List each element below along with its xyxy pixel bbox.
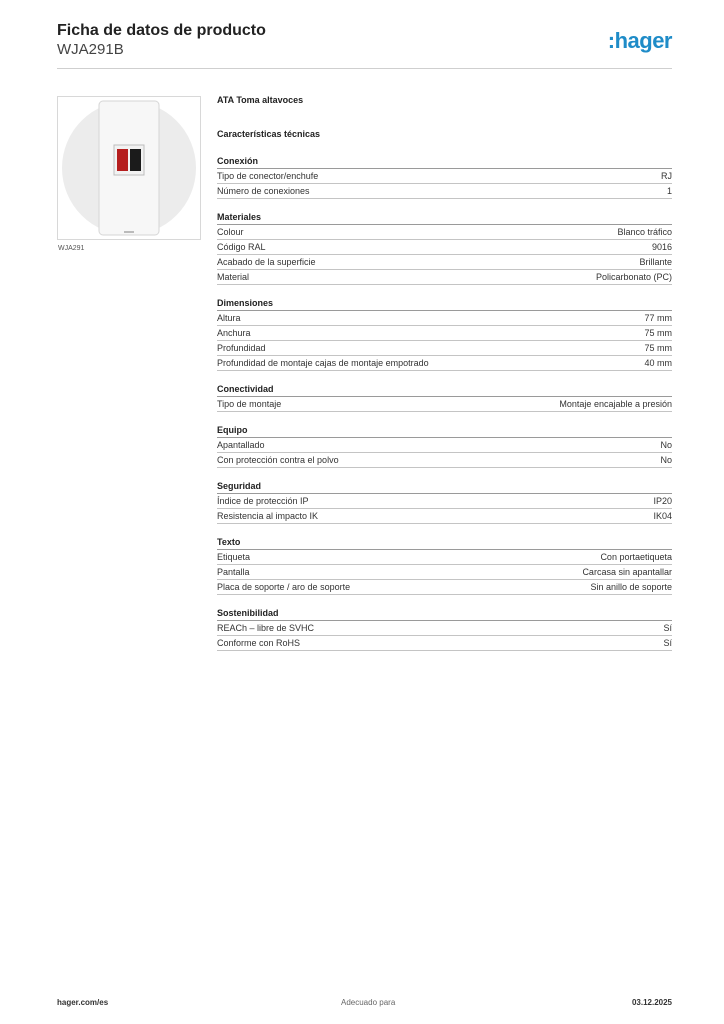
spec-label: Apantallado xyxy=(217,440,265,450)
footer-date: 03.12.2025 xyxy=(631,998,672,1007)
spec-row xyxy=(217,550,672,565)
spec-value: IK04 xyxy=(653,511,672,521)
section-title: Dimensiones xyxy=(217,297,672,311)
spec-section xyxy=(217,536,672,595)
spec-label: Etiqueta xyxy=(217,552,251,562)
spec-value: 75 mm xyxy=(644,328,672,338)
spec-row xyxy=(217,621,672,636)
speaker-socket-illustration xyxy=(58,97,200,239)
product-code: WJA291B xyxy=(57,41,124,58)
spec-row xyxy=(217,255,672,270)
spec-sections xyxy=(217,155,672,651)
spec-row xyxy=(217,636,672,651)
spec-label: Índice de protección IP xyxy=(217,496,309,506)
plate-notch xyxy=(124,231,134,233)
spec-value: RJ xyxy=(661,171,672,181)
spec-value: Brillante xyxy=(639,257,672,267)
spec-label: Profundidad de montaje cajas de montaje empotrado xyxy=(217,358,429,368)
spec-value: 9016 xyxy=(651,242,672,252)
spec-row xyxy=(217,438,672,453)
spec-row xyxy=(217,494,672,509)
spec-row xyxy=(217,240,672,255)
spec-label: Colour xyxy=(217,227,244,237)
page-title: Ficha de datos de producto xyxy=(57,22,266,39)
spec-row xyxy=(217,225,672,240)
spec-value: Carcasa sin apantallar xyxy=(582,567,672,577)
section-title: Sostenibilidad xyxy=(217,607,672,621)
spec-row xyxy=(217,169,672,184)
spec-label: Código RAL xyxy=(217,242,266,252)
spec-value: Policarbonato (PC) xyxy=(595,272,672,282)
spec-row xyxy=(217,397,672,412)
spec-value: 77 mm xyxy=(644,313,672,323)
black-terminal xyxy=(130,149,141,171)
spec-label: Profundidad xyxy=(217,343,266,353)
spec-section xyxy=(217,480,672,524)
spec-label: Tipo de montaje xyxy=(217,399,282,409)
spec-value: 40 mm xyxy=(644,358,672,368)
spec-label: Resistencia al impacto IK xyxy=(217,511,319,521)
section-title: Seguridad xyxy=(217,480,672,494)
header-divider xyxy=(57,68,672,69)
spec-label: Acabado de la superficie xyxy=(217,257,316,267)
spec-row xyxy=(217,326,672,341)
spec-value: No xyxy=(660,455,672,465)
red-terminal xyxy=(117,149,128,171)
spec-value: Sin anillo de soporte xyxy=(590,582,672,592)
spec-section xyxy=(217,297,672,371)
section-title: Conexión xyxy=(217,155,672,169)
spec-value: No xyxy=(660,440,672,450)
spec-label: Número de conexiones xyxy=(217,186,310,196)
spec-row xyxy=(217,565,672,580)
logo-colon-icon: : xyxy=(607,28,615,53)
spec-row xyxy=(217,311,672,326)
spec-value: Con portaetiqueta xyxy=(600,552,672,562)
spec-label: REACh – libre de SVHC xyxy=(217,623,315,633)
spec-section xyxy=(217,155,672,199)
footer-site: hager.com/es xyxy=(57,998,109,1007)
section-title: Texto xyxy=(217,536,672,550)
spec-section xyxy=(217,211,672,285)
spec-value: 1 xyxy=(666,186,672,196)
spec-content xyxy=(217,95,672,651)
spec-label: Pantalla xyxy=(217,567,250,577)
logo-text: hager xyxy=(614,28,672,53)
spec-label: Material xyxy=(217,272,250,282)
spec-label: Tipo de conector/enchufe xyxy=(217,171,319,181)
tech-heading: Características técnicas xyxy=(217,129,321,139)
spec-label: Conforme con RoHS xyxy=(217,638,301,648)
image-caption: WJA291 xyxy=(58,245,85,252)
spec-label: Anchura xyxy=(217,328,251,338)
spec-row xyxy=(217,184,672,199)
spec-label: Placa de soporte / aro de soporte xyxy=(217,582,351,592)
spec-value: Sí xyxy=(663,638,672,648)
section-title: Materiales xyxy=(217,211,672,225)
spec-value: IP20 xyxy=(653,496,672,506)
product-image xyxy=(57,96,201,240)
footer-middle: Adecuado para xyxy=(341,998,396,1007)
spec-value: Montaje encajable a presión xyxy=(559,399,672,409)
spec-label: Altura xyxy=(217,313,241,323)
spec-section xyxy=(217,383,672,412)
spec-row xyxy=(217,270,672,285)
spec-section xyxy=(217,424,672,468)
spec-row xyxy=(217,580,672,595)
spec-row xyxy=(217,453,672,468)
product-title: ATA Toma altavoces xyxy=(217,95,304,105)
spec-row xyxy=(217,341,672,356)
spec-value: Blanco tráfico xyxy=(617,227,672,237)
spec-row xyxy=(217,509,672,524)
spec-section xyxy=(217,607,672,651)
spec-row xyxy=(217,356,672,371)
spec-value: Sí xyxy=(663,623,672,633)
section-title: Conectividad xyxy=(217,383,672,397)
section-title: Equipo xyxy=(217,424,672,438)
spec-value: 75 mm xyxy=(644,343,672,353)
spec-label: Con protección contra el polvo xyxy=(217,455,339,465)
hager-logo xyxy=(608,28,672,54)
